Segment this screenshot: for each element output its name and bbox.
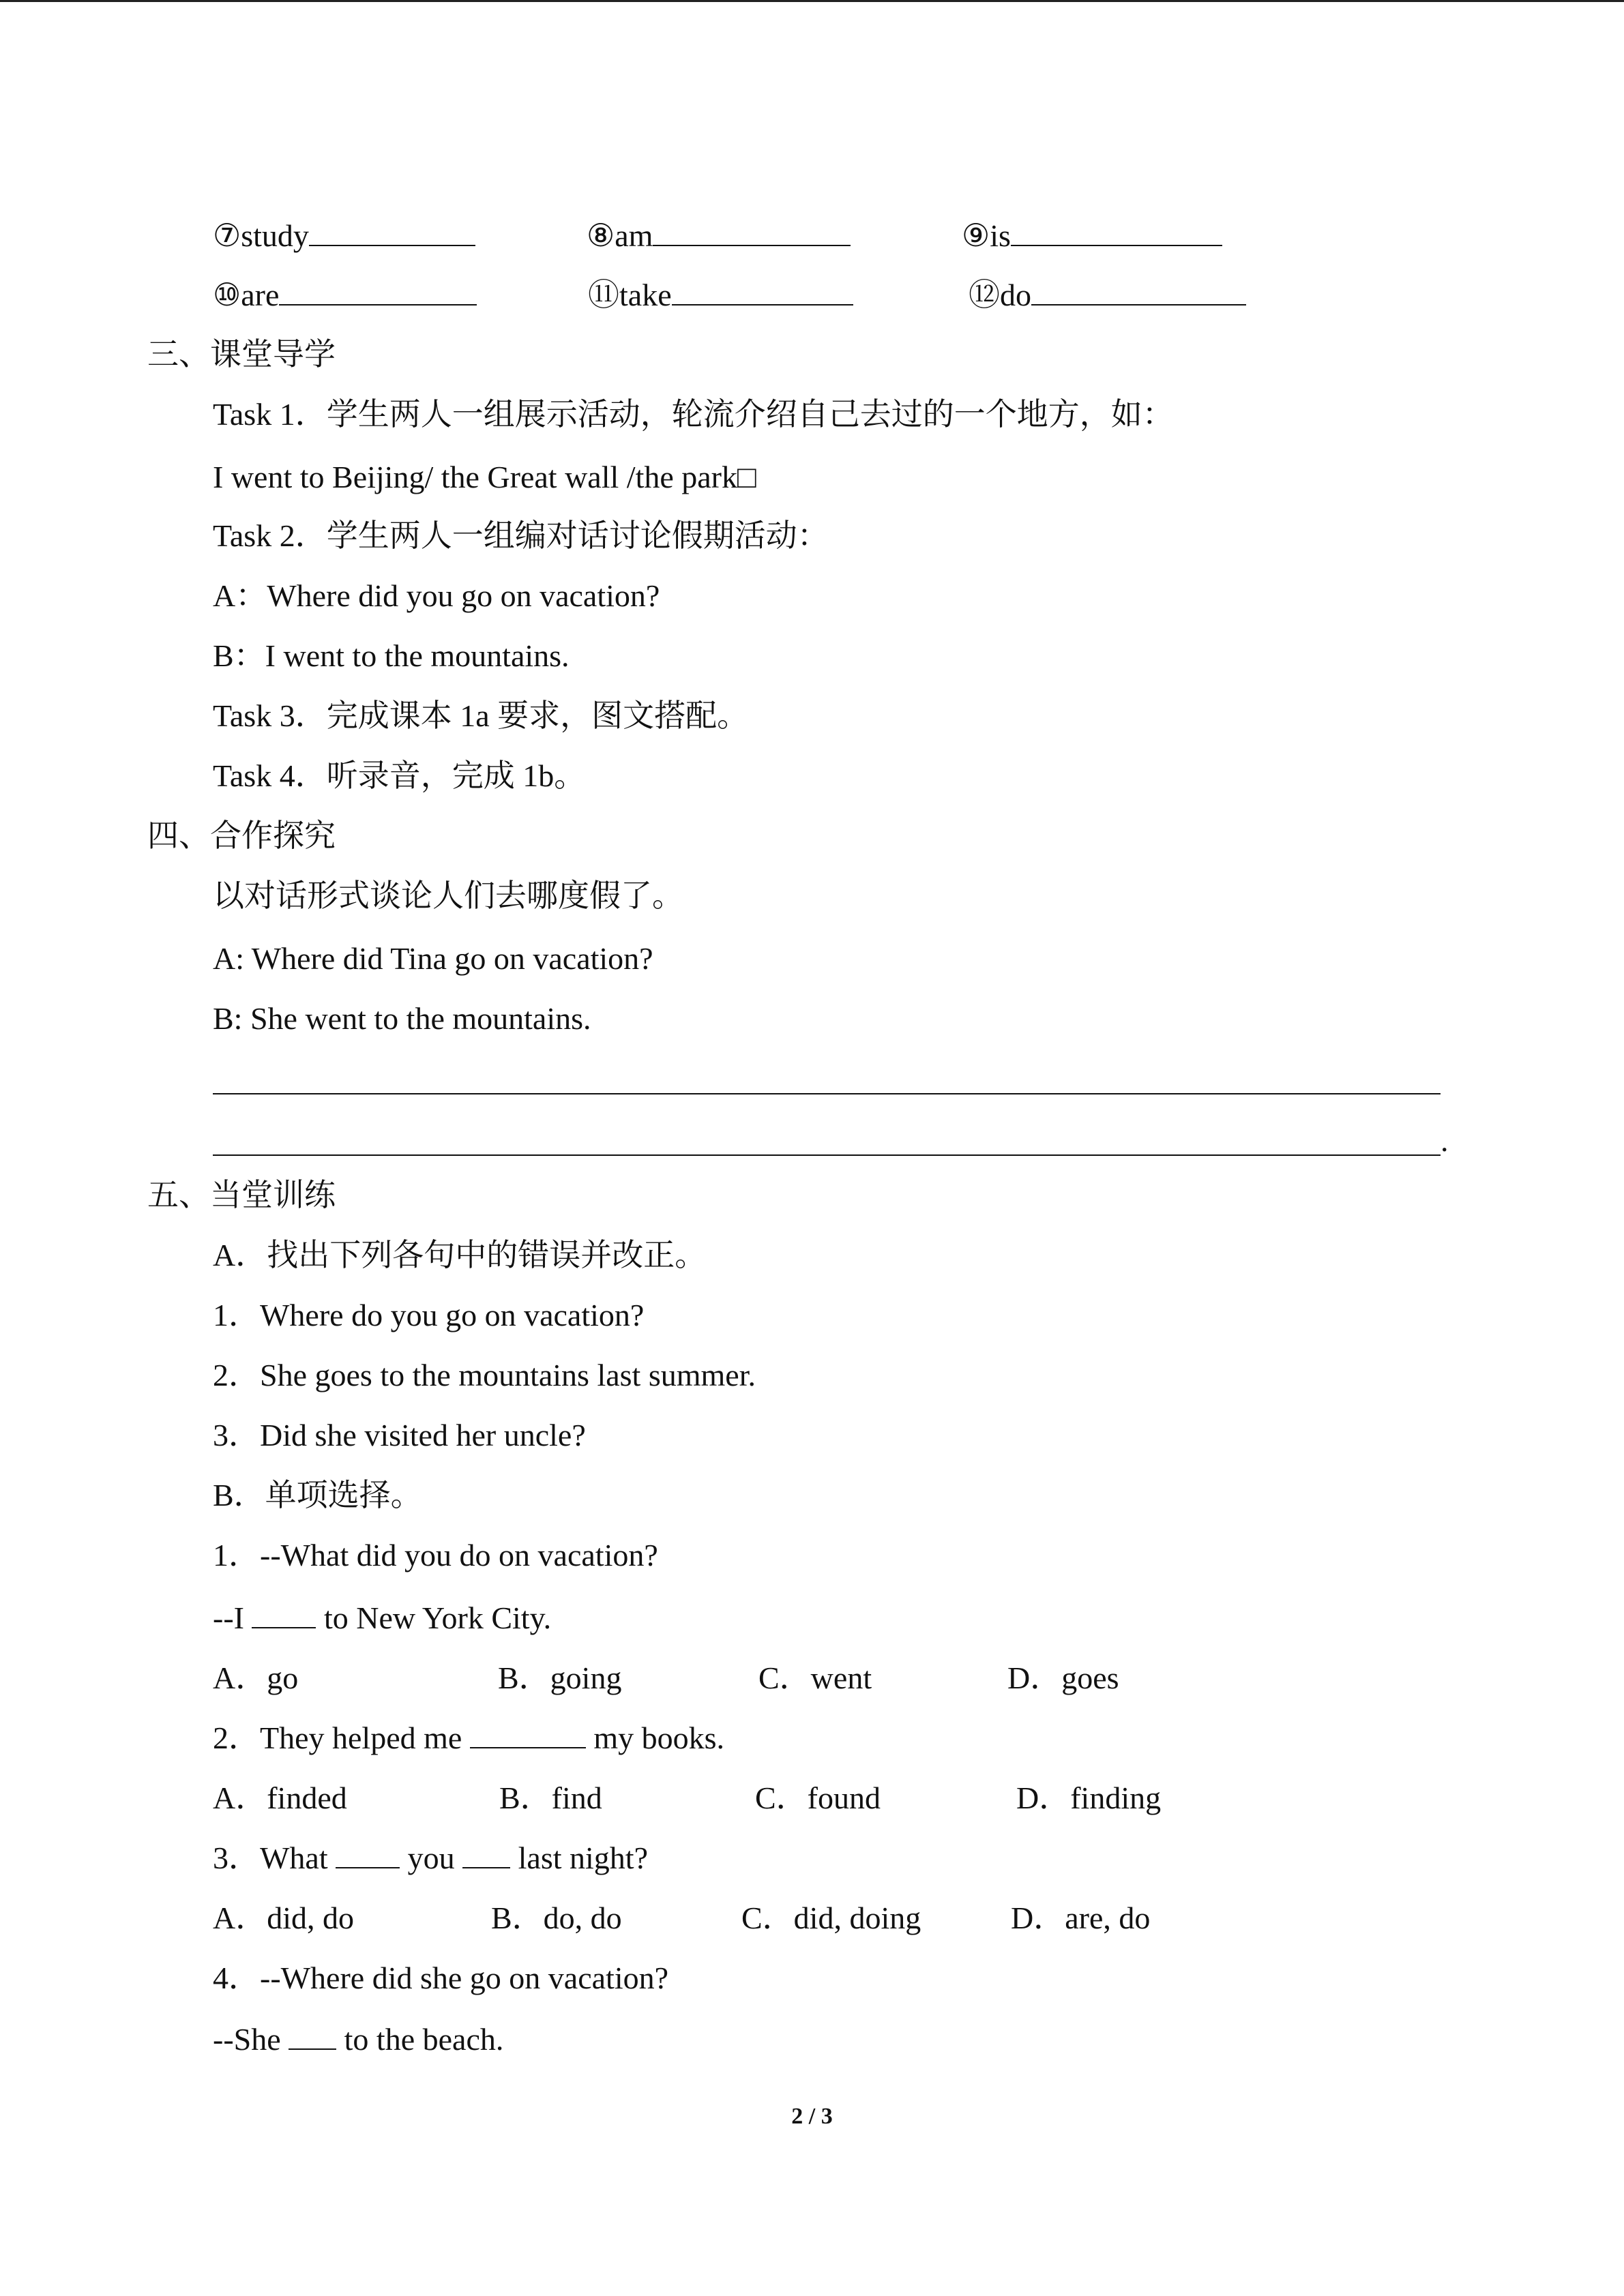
verb-item-am: ⑧am (587, 217, 851, 255)
answer-blank[interactable] (289, 2021, 336, 2050)
question-3: 3．What you last night? (213, 1840, 648, 1875)
answer-blank[interactable] (252, 1600, 316, 1628)
q3-option-b[interactable]: B．do, do (491, 1900, 622, 1935)
answer-blank[interactable] (279, 277, 477, 305)
answer-blank[interactable] (462, 1840, 510, 1868)
question-2: 2．They helped me my books. (213, 1720, 725, 1755)
answer-blank[interactable] (470, 1720, 586, 1748)
page-number: 2 / 3 (791, 2104, 833, 2129)
verb-item-are: ⑩are (213, 276, 477, 314)
q2-option-b[interactable]: B．find (499, 1780, 602, 1815)
q1-option-c[interactable]: C．went (758, 1660, 872, 1695)
section-5-title: 五、当堂训练 (147, 1178, 336, 1212)
task-4: Task 4．听录音，完成 1b。 (213, 758, 586, 793)
dialog-line-a: A：Where did you go on vacation? (213, 578, 660, 613)
error-item-1: 1．Where do you go on vacation? (213, 1298, 645, 1332)
section-3-title: 三、课堂导学 (147, 337, 336, 372)
q2-option-a[interactable]: A．finded (213, 1780, 347, 1815)
answer-blank[interactable] (336, 1840, 400, 1868)
q3-option-d[interactable]: D．are, do (1011, 1900, 1151, 1935)
question-4-response: --She to the beach. (213, 2022, 504, 2057)
answer-blank[interactable] (672, 277, 853, 305)
task-1-example: I went to Beijing/ the Great wall /the park□ (213, 460, 756, 494)
verb-item-is: ⑨is (962, 217, 1222, 255)
writing-line[interactable] (213, 1154, 1441, 1156)
error-item-3: 3．Did she visited her uncle? (213, 1418, 586, 1452)
writing-end-period: . (1441, 1123, 1449, 1158)
q2-option-d[interactable]: D．finding (1016, 1780, 1162, 1815)
answer-blank[interactable] (653, 218, 851, 246)
part-b-title: B．单项选择。 (213, 1478, 422, 1512)
verb-item-study: ⑦study (213, 217, 475, 255)
answer-blank[interactable] (1011, 218, 1222, 246)
section-4-title: 四、合作探究 (147, 818, 336, 853)
task-1: Task 1．学生两人一组展示活动，轮流介绍自己去过的一个地方，如： (213, 397, 1174, 432)
section-4-intro: 以对话形式谈论人们去哪度假了。 (213, 878, 683, 913)
q3-option-c[interactable]: C．did, doing (741, 1900, 921, 1935)
q3-option-a[interactable]: A．did, do (213, 1900, 354, 1935)
answer-blank[interactable] (309, 218, 475, 246)
dialog-line-b: B：I went to the mountains. (213, 638, 570, 673)
page-top-border (0, 0, 1624, 2)
error-item-2: 2．She goes to the mountains last summer. (213, 1358, 756, 1392)
q1-option-b[interactable]: B．going (498, 1660, 622, 1695)
q1-option-a[interactable]: A．go (213, 1660, 299, 1695)
task-3: Task 3．完成课本 1a 要求，图文搭配。 (213, 698, 749, 733)
q1-option-d[interactable]: D．goes (1007, 1660, 1119, 1695)
example-line-b: B: She went to the mountains. (213, 1001, 591, 1036)
task-2: Task 2．学生两人一组编对话讨论假期活动： (213, 518, 829, 553)
question-4: 4．--Where did she go on vacation? (213, 1960, 669, 1995)
question-1: 1．--What did you do on vacation? (213, 1538, 658, 1572)
writing-line[interactable] (213, 1093, 1441, 1094)
part-a-title: A．找出下列各句中的错误并改正。 (213, 1238, 707, 1272)
answer-blank[interactable] (1031, 277, 1246, 305)
question-1-response: --I to New York City. (213, 1600, 552, 1635)
verb-item-do: ⑫do (969, 276, 1246, 314)
example-line-a: A: Where did Tina go on vacation? (213, 941, 653, 976)
verb-item-take: ⑪take (588, 276, 853, 314)
q2-option-c[interactable]: C．found (755, 1780, 881, 1815)
